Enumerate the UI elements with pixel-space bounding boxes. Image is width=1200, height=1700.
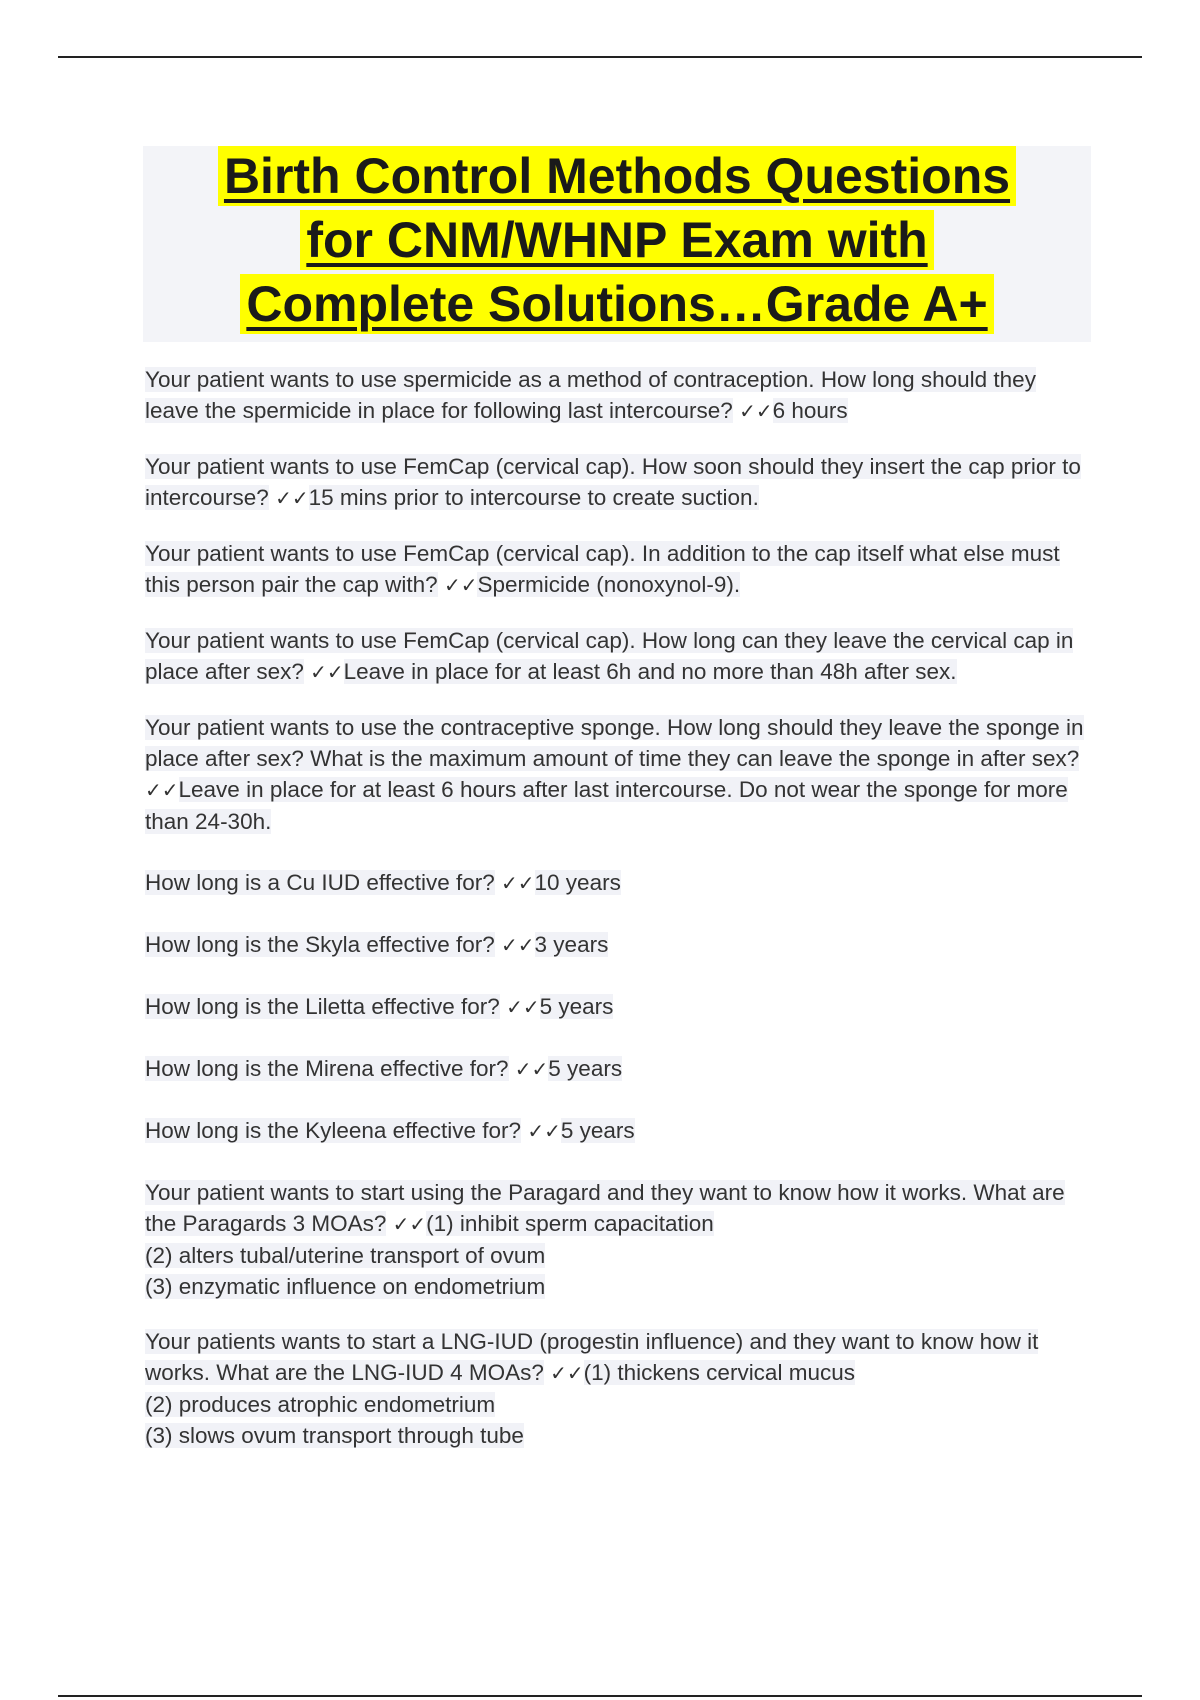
- question-text: How long is a Cu IUD effective for?: [145, 870, 495, 895]
- check-mark-icon: ✓✓: [527, 1119, 561, 1143]
- answer-text: 5 years: [539, 994, 614, 1019]
- answer-text: 10 years: [534, 870, 621, 895]
- qa-item: [145, 1115, 1095, 1147]
- check-mark-icon: ✓✓: [310, 660, 344, 684]
- title-line-2: for CNM/WHNP Exam with: [300, 210, 933, 270]
- qa-item: [145, 1053, 1095, 1085]
- check-mark-icon: ✓✓: [392, 1212, 427, 1236]
- answer-text: 15 mins prior to intercourse to create suction.: [308, 485, 759, 510]
- qa-item: [145, 867, 1095, 899]
- answer-line: (2) produces atrophic endometrium: [145, 1392, 496, 1417]
- question-text: Your patient wants to use the contraceptive sponge. How long should they leave the sponge in place after sex? What is the maximum amount of time they can leave the sponge in after sex?: [145, 715, 1084, 771]
- qa-item: [145, 625, 1095, 688]
- answer-text: 5 years: [560, 1118, 635, 1143]
- title-line-3: Complete Solutions…Grade A+: [240, 274, 993, 334]
- question-text: How long is the Mirena effective for?: [145, 1056, 509, 1081]
- answer-text: 6 hours: [772, 398, 848, 423]
- question-text: Your patients wants to start a LNG-IUD (progestin influence) and they want to know how it works. What are the LNG-IUD 4 MOAs?: [145, 1329, 1039, 1385]
- answer-text: 5 years: [548, 1056, 623, 1081]
- check-mark-icon: ✓✓: [501, 933, 535, 957]
- question-text: How long is the Kyleena effective for?: [145, 1118, 522, 1143]
- answer-text: Leave in place for at least 6h and no more than 48h after sex.: [343, 659, 957, 684]
- question-text: Your patient wants to use spermicide as a method of contraception. How long should they leave the spermicide in place for following last intercourse?: [145, 367, 1036, 423]
- top-rule: [58, 56, 1142, 58]
- answer-text: Spermicide (nonoxynol-9).: [477, 572, 741, 597]
- qa-item: [145, 451, 1095, 514]
- qa-item: [145, 1326, 1095, 1451]
- answer-text: (1) inhibit sperm capacitation: [426, 1211, 714, 1236]
- question-text: Your patient wants to use FemCap (cervical cap). How soon should they insert the cap prior to intercourse?: [145, 454, 1081, 510]
- qa-list: [145, 364, 1095, 1475]
- question-text: Your patient wants to use FemCap (cervical cap). In addition to the cap itself what else must this person pair the cap with?: [145, 541, 1060, 597]
- qa-item: [145, 712, 1095, 837]
- question-text: Your patient wants to start using the Paragard and they want to know how it works. What are the Paragards 3 MOAs?: [145, 1180, 1065, 1236]
- document-title-block: [143, 146, 1091, 342]
- question-text: How long is the Liletta effective for?: [145, 994, 500, 1019]
- check-mark-icon: ✓✓: [443, 573, 478, 597]
- qa-item: [145, 1177, 1095, 1302]
- check-mark-icon: ✓✓: [506, 995, 540, 1019]
- answer-text: Leave in place for at least 6 hours after last intercourse. Do not wear the sponge for more than 24-30h.: [145, 777, 1068, 834]
- title-line-1: Birth Control Methods Questions: [218, 146, 1016, 206]
- qa-item: [145, 364, 1095, 427]
- check-mark-icon: ✓✓: [275, 486, 309, 510]
- qa-item: [145, 991, 1095, 1023]
- answer-text: 3 years: [534, 932, 609, 957]
- check-mark-icon: ✓✓: [514, 1057, 549, 1081]
- answer-line: (3) enzymatic influence on endometrium: [145, 1274, 546, 1299]
- question-text: Your patient wants to use FemCap (cervical cap). How long can they leave the cervical cap in place after sex?: [145, 628, 1074, 684]
- answer-line: (2) alters tubal/uterine transport of ovum: [145, 1243, 546, 1268]
- answer-line: (3) slows ovum transport through tube: [145, 1423, 524, 1448]
- check-mark-icon: ✓✓: [550, 1361, 584, 1385]
- bottom-rule: [58, 1695, 1142, 1697]
- check-mark-icon: ✓✓: [739, 399, 773, 423]
- answer-text: (1) thickens cervical mucus: [583, 1360, 855, 1385]
- check-mark-icon: ✓✓: [145, 778, 179, 802]
- qa-item: [145, 538, 1095, 601]
- question-text: How long is the Skyla effective for?: [145, 932, 495, 957]
- check-mark-icon: ✓✓: [501, 871, 535, 895]
- qa-item: [145, 929, 1095, 961]
